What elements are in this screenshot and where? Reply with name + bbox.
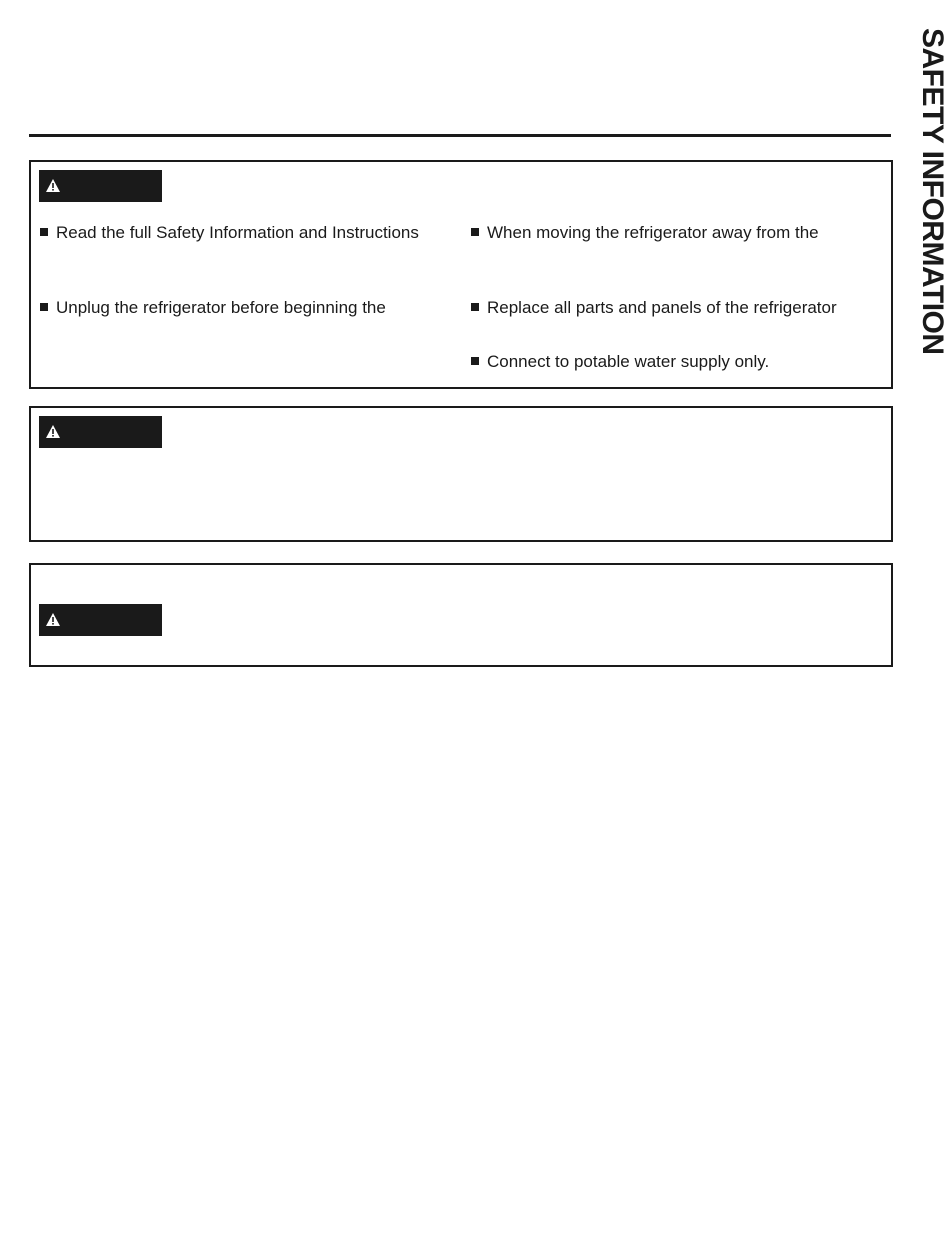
square-bullet-icon — [40, 303, 48, 311]
warning-label-tag — [39, 604, 162, 636]
list-item: Connect to potable water supply only. — [471, 352, 769, 372]
square-bullet-icon — [471, 303, 479, 311]
square-bullet-icon — [471, 228, 479, 236]
list-item: When moving the refrigerator away from the — [471, 223, 819, 243]
warning-triangle-icon — [46, 613, 60, 626]
warning-label-tag — [39, 416, 162, 448]
square-bullet-icon — [40, 228, 48, 236]
list-item: Unplug the refrigerator before beginning the — [40, 298, 386, 318]
list-item: Read the full Safety Information and Instructions — [40, 223, 419, 243]
warning-triangle-icon — [46, 179, 60, 192]
top-divider-rule — [29, 134, 891, 137]
side-section-title: SAFETY INFORMATION — [916, 28, 949, 355]
warning-box-3 — [29, 563, 893, 667]
warning-triangle-icon — [46, 425, 60, 438]
list-item: Replace all parts and panels of the refrigerator — [471, 298, 837, 318]
warning-box-2 — [29, 406, 893, 542]
square-bullet-icon — [471, 357, 479, 365]
warning-label-tag — [39, 170, 162, 202]
warning-box-1 — [29, 160, 893, 389]
